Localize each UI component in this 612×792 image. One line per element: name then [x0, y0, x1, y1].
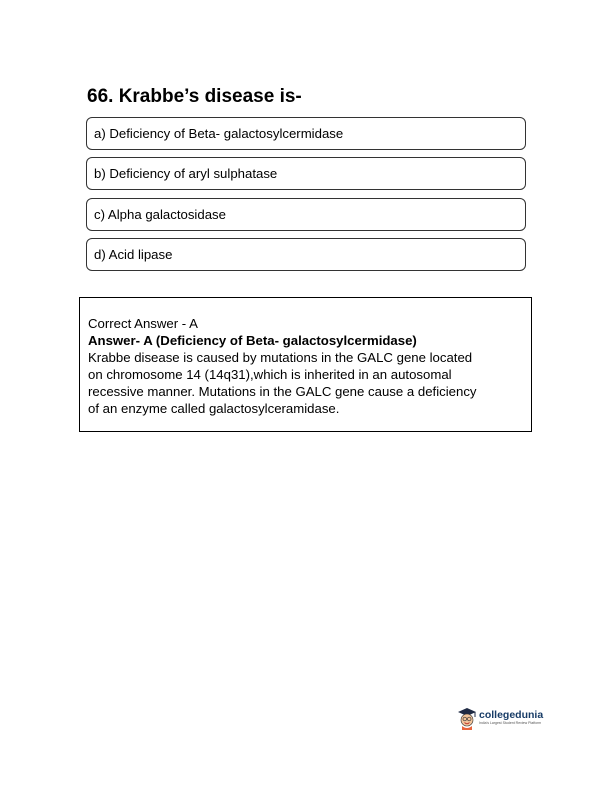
- answer-box: [79, 297, 532, 432]
- option-a[interactable]: a) Deficiency of Beta- galactosylcermidase: [86, 117, 526, 150]
- logo-name: collegedunia: [479, 709, 544, 721]
- explanation-line: Krabbe disease is caused by mutations in the GALC gene located: [88, 350, 473, 365]
- option-c[interactable]: c) Alpha galactosidase: [86, 198, 526, 231]
- option-d[interactable]: d) Acid lipase: [86, 238, 526, 271]
- graduate-mascot-icon: [457, 706, 477, 730]
- answer-heading: Answer- A (Deficiency of Beta- galactosylcermidase): [88, 333, 417, 348]
- option-b[interactable]: b) Deficiency of aryl sulphatase: [86, 157, 526, 190]
- question-title: 66. Krabbe’s disease is-: [87, 86, 302, 107]
- correct-answer-line: Correct Answer - A: [88, 316, 198, 331]
- explanation-line: recessive manner. Mutations in the GALC gene cause a deficiency: [88, 384, 477, 399]
- explanation-line: of an enzyme called galactosylceramidase.: [88, 401, 340, 416]
- explanation-line: on chromosome 14 (14q31),which is inherited in an autosomal: [88, 367, 452, 382]
- options-list: [86, 117, 526, 278]
- collegedunia-logo: [457, 706, 543, 730]
- logo-tagline: India's Largest Student Review Platform: [479, 721, 542, 725]
